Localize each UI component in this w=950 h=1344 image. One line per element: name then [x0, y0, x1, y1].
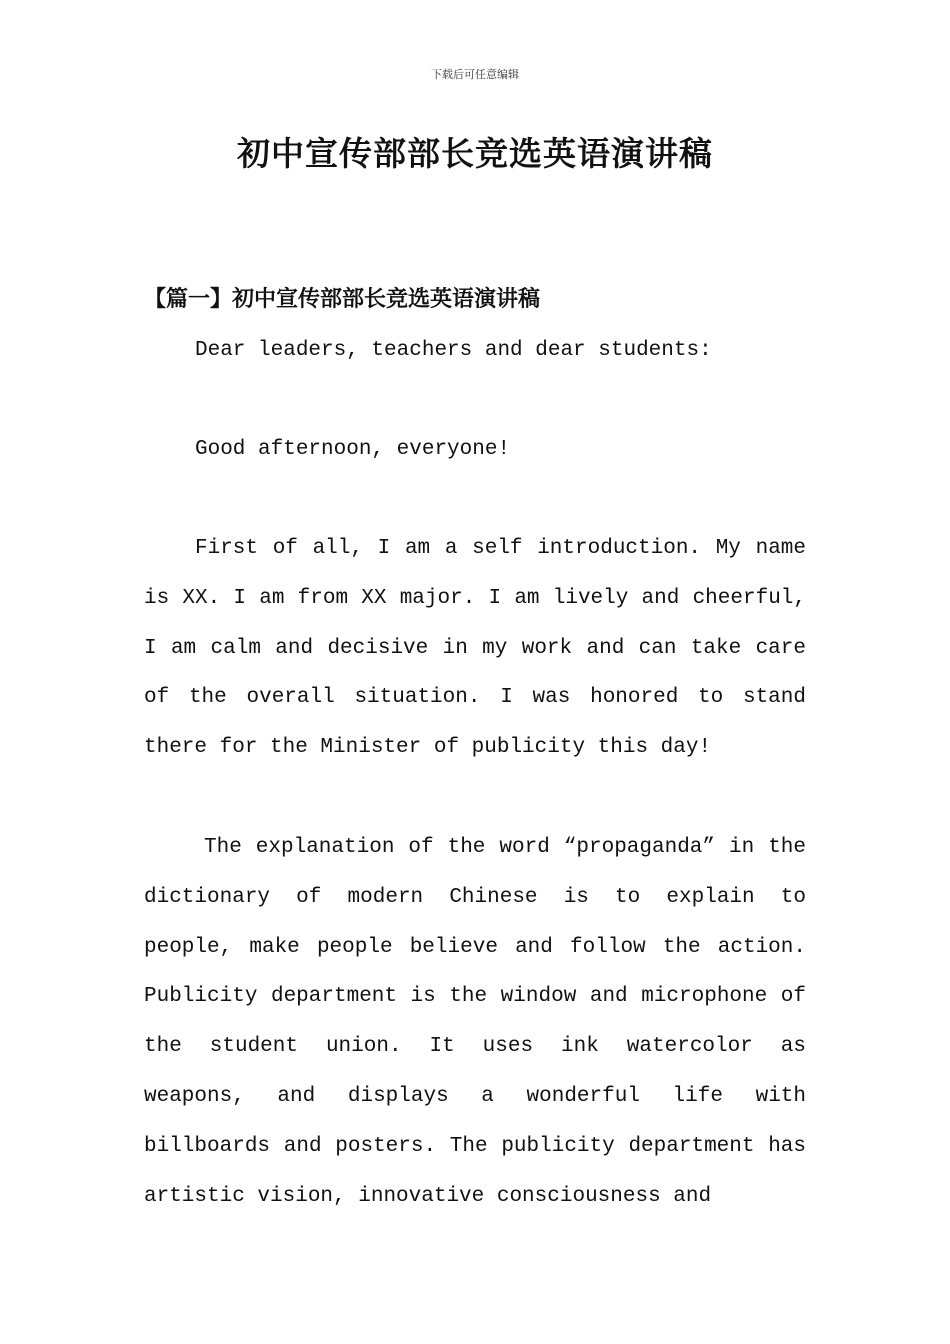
header-note: 下载后可任意编辑	[431, 68, 519, 81]
section-heading: 【篇一】初中宣传部部长竞选英语演讲稿	[144, 286, 541, 312]
paragraph-introduction: First of all, I am a self introduction. My name is XX. I am from XX major. I am lively and cheerful, I am calm and decisive in my work and can take care of the overall situation. I was honored to stand there for the Minister of publicity this day!	[144, 537, 806, 760]
greeting: Good afternoon, everyone!	[195, 438, 511, 461]
salutation: Dear leaders, teachers and dear students:	[195, 339, 712, 362]
paragraph-propaganda: The explanation of the word “propaganda” in the dictionary of modern Chinese is to explain to people, make people believe and follow the action. Publicity department is the window and microphone of the student union. It uses ink watercolor as weapons, and displays a wonderful life with billboards and posters. The publicity department has artistic vision, innovative consciousness and	[144, 836, 806, 1208]
document-title: 初中宣传部部长竞选英语演讲稿	[237, 134, 713, 173]
